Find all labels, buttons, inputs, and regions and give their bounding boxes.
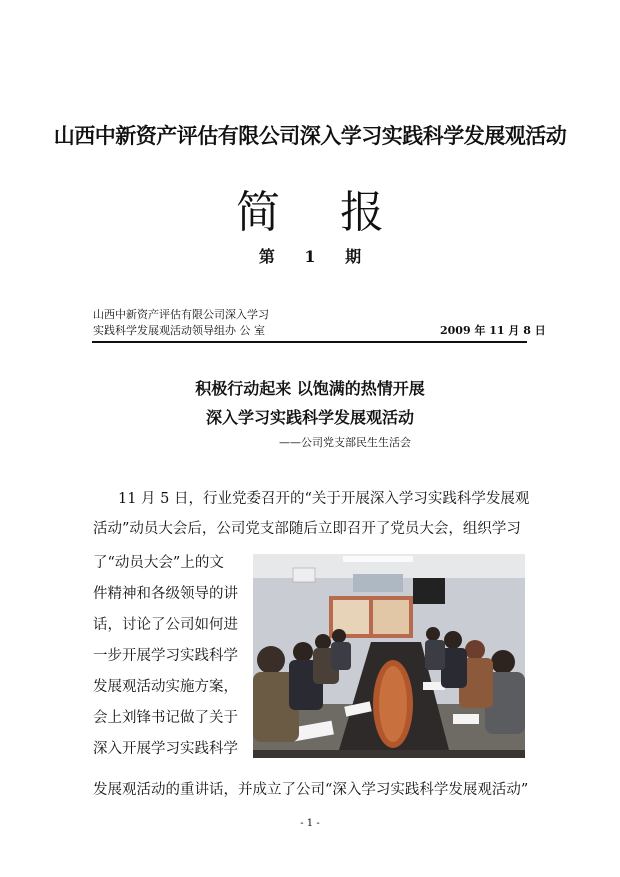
- headline-line-1: 积极行动起来 以饱满的热情开展: [195, 379, 425, 398]
- wrapped-text-block: [93, 553, 253, 770]
- article-subhead: ——公司党支部民生生活会: [279, 436, 411, 449]
- issue-date: 2009 年 11 月 8 日: [440, 324, 546, 337]
- paragraph-line-1: 11 月 5 日，行业党委召开的“关于开展深入学习实践科学发展观: [118, 491, 530, 507]
- page-number: - 1 -: [300, 818, 320, 829]
- issuer-line-1: 山西中新资产评估有限公司深入学习: [93, 308, 269, 321]
- org-title: 山西中新资产评估有限公司深入学习实践科学发展观活动: [53, 123, 567, 148]
- meeting-photo: [253, 554, 525, 758]
- wrap-line: 会上刘锋书记做了关于: [93, 710, 238, 726]
- headline-line-2: 深入学习实践科学发展观活动: [205, 408, 414, 427]
- issue-number: 第 1 期: [258, 247, 374, 266]
- paragraph-line-last: 发展观活动的重讲话，并成立了公司“深入学习实践科学发展观活动”: [93, 782, 529, 798]
- issuer-line-2: 实践科学发展观活动领导组办 公 室: [93, 324, 265, 337]
- wrap-line: 发展观活动实施方案，: [93, 679, 238, 695]
- wrap-line: 一步开展学习实践科学: [93, 648, 238, 664]
- wrap-line: 深入开展学习实践科学: [93, 741, 238, 757]
- paragraph-line-2: 活动”动员大会后，公司党支部随后立即召开了党员大会，组织学习: [93, 521, 521, 537]
- bulletin-title: 简报: [236, 187, 444, 238]
- header-divider: [92, 341, 527, 343]
- wrap-line: 了“动员大会”上的文: [93, 555, 224, 571]
- wrap-line: 话，讨论了公司如何进: [93, 617, 238, 633]
- wrap-line: 件精神和各级领导的讲: [93, 586, 238, 602]
